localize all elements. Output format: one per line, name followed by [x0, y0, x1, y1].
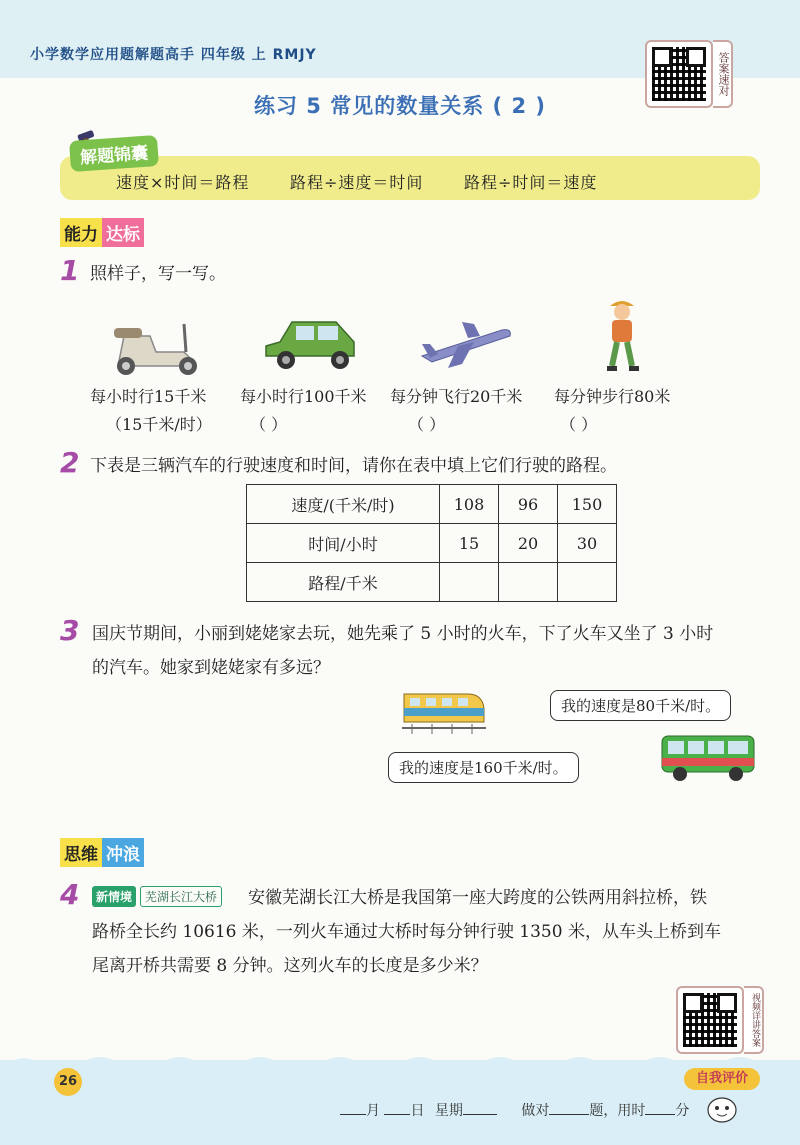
question-number-3: 3	[60, 614, 80, 647]
table-row-label: 路程/千米	[247, 563, 440, 602]
airplane-icon	[418, 318, 514, 370]
scooter-icon	[104, 318, 204, 376]
footer-day: 日	[410, 1103, 425, 1119]
question-1-text: 照样子，写一写。	[90, 264, 226, 284]
qr-pattern-icon	[683, 993, 737, 1047]
train-icon	[402, 684, 486, 740]
page-title: 练习 5 常见的数量关系 ( 2 )	[254, 94, 546, 118]
question-4-line1: 安徽芜湖长江大桥是我国第一座大跨度的公铁两用斜拉桥，铁	[248, 888, 707, 908]
q1-caption-airplane: 每分钟飞行20千米	[390, 387, 523, 406]
bus-icon	[660, 732, 756, 784]
question-3-line2: 的汽车。她家到姥姥家有多远？	[92, 658, 330, 678]
month-blank[interactable]	[340, 1114, 366, 1115]
question-number-2: 2	[60, 446, 80, 479]
page-number: 26	[54, 1068, 82, 1096]
q4-badges	[92, 886, 222, 907]
question-2-text: 下表是三辆汽车的行驶速度和时间，请你在表中填上它们行驶的路程。	[90, 456, 617, 476]
section-thinking-part2: 冲浪	[102, 838, 144, 867]
self-evaluation-badge[interactable]: 自我评价	[684, 1068, 760, 1090]
formula-distance: 速度×时间＝路程	[116, 173, 250, 192]
q1-caption-car: 每小时行100千米	[240, 387, 367, 406]
section-thinking-part1: 思维	[60, 838, 102, 867]
qr-label: 答案速对	[713, 40, 733, 108]
time-blank[interactable]	[645, 1114, 675, 1115]
car-icon	[262, 316, 362, 374]
walking-boy-icon	[602, 296, 642, 376]
video-qr-code[interactable]	[676, 986, 744, 1054]
footer-weekday: 星期	[434, 1103, 463, 1119]
question-number-4: 4	[60, 878, 80, 911]
q1-answer-car[interactable]: （ ）	[250, 415, 288, 434]
new-context-badge: 新情境	[92, 886, 136, 907]
section-thinking	[60, 838, 144, 867]
weekday-blank[interactable]	[463, 1114, 497, 1115]
question-3-line1: 国庆节期间，小丽到姥姥家去玩，她先乘了 5 小时的火车，下了火车又坐了 3 小时	[92, 624, 714, 644]
book-header: 小学数学应用题解题高手 四年级 上 RMJY	[30, 47, 317, 63]
formula-speed: 路程÷时间＝速度	[464, 173, 598, 192]
table-row-label: 速度/(千米/时)	[247, 485, 440, 524]
table-cell: 15	[440, 524, 499, 563]
footer-month: 月	[366, 1103, 380, 1119]
mascot-icon	[704, 1094, 740, 1124]
bus-speed-bubble: 我的速度是80千米/时。	[550, 690, 731, 721]
question-number-1: 1	[60, 254, 80, 287]
table-row	[247, 563, 617, 602]
table-row-label: 时间/小时	[247, 524, 440, 563]
question-4-line3: 尾离开桥共需要 8 分钟。这列火车的长度是多少米？	[92, 956, 488, 976]
table-cell: 108	[440, 485, 499, 524]
answer-cell[interactable]	[499, 563, 558, 602]
table-row	[247, 524, 617, 563]
footer-record	[340, 1100, 689, 1120]
table-cell: 20	[499, 524, 558, 563]
video-qr-block[interactable]	[676, 986, 764, 1054]
section-ability	[60, 218, 144, 247]
answer-cell[interactable]	[440, 563, 499, 602]
correct-count-blank[interactable]	[549, 1114, 589, 1115]
tips-tag: 解题锦囊	[69, 135, 159, 172]
table-cell: 96	[499, 485, 558, 524]
q1-caption-scooter: 每小时行15千米	[90, 387, 207, 406]
footer-correct: 做对	[521, 1103, 550, 1119]
day-blank[interactable]	[384, 1114, 410, 1115]
speed-time-table	[246, 484, 617, 602]
table-cell: 30	[558, 524, 617, 563]
q1-caption-walker: 每分钟步行80米	[554, 387, 671, 406]
q1-answer-walker[interactable]: （ ）	[560, 415, 598, 434]
place-badge: 芜湖长江大桥	[140, 886, 222, 907]
section-ability-part2: 达标	[102, 218, 144, 247]
footer-minutes: 分	[675, 1103, 690, 1119]
answer-cell[interactable]	[558, 563, 617, 602]
section-ability-part1: 能力	[60, 218, 102, 247]
question-4-line2: 路桥全长约 10616 米，一列火车通过大桥时每分钟行驶 1350 米，从车头上桥到车	[92, 922, 721, 942]
table-cell: 150	[558, 485, 617, 524]
formula-time: 路程÷速度＝时间	[290, 173, 424, 192]
table-row	[247, 485, 617, 524]
video-qr-label: 视频详讲答案	[744, 986, 764, 1054]
q1-answer-scooter: （15千米/时）	[106, 415, 212, 434]
train-speed-bubble: 我的速度是160千米/时。	[388, 752, 579, 783]
footer-questions: 题，用时	[589, 1103, 646, 1119]
q1-answer-airplane[interactable]: （ ）	[408, 415, 446, 434]
